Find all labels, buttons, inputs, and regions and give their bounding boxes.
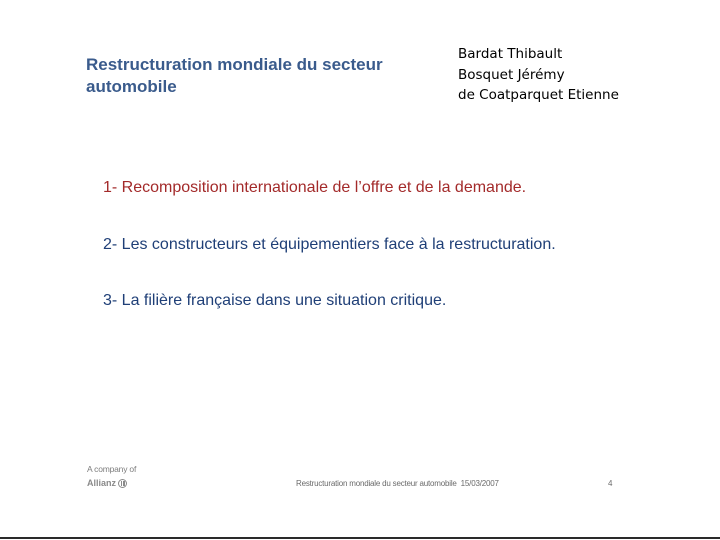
slide-title-line-1: Restructuration mondiale du secteur	[86, 55, 383, 74]
footer-presentation-title: Restructuration mondiale du secteur automobile	[296, 479, 457, 488]
slide-title-line-2: automobile	[86, 77, 177, 96]
author-2: Bosquet Jérémy	[458, 66, 565, 83]
outline-item-1: 1- Recomposition internationale de l’offre et de la demande.	[103, 179, 527, 196]
authors-block	[458, 44, 619, 106]
author-1: Bardat Thibault	[458, 46, 563, 62]
bottom-divider	[0, 537, 720, 539]
footer-date: 15/03/2007	[460, 479, 499, 488]
slide-title	[86, 54, 426, 98]
allianz-logo	[87, 478, 127, 488]
outline-item-2: 2- Les constructeurs et équipementiers face à la restructuration.	[103, 236, 556, 253]
footer-center	[296, 479, 499, 488]
allianz-logo-text: Allianz	[87, 478, 117, 488]
author-3: de Coatparquet Etienne	[458, 87, 619, 103]
footer-company-text: A company of	[87, 464, 137, 474]
page-number: 4	[608, 479, 613, 488]
allianz-logo-icon	[118, 479, 127, 488]
outline-item-3: 3- La filière française dans une situation critique.	[103, 292, 447, 309]
